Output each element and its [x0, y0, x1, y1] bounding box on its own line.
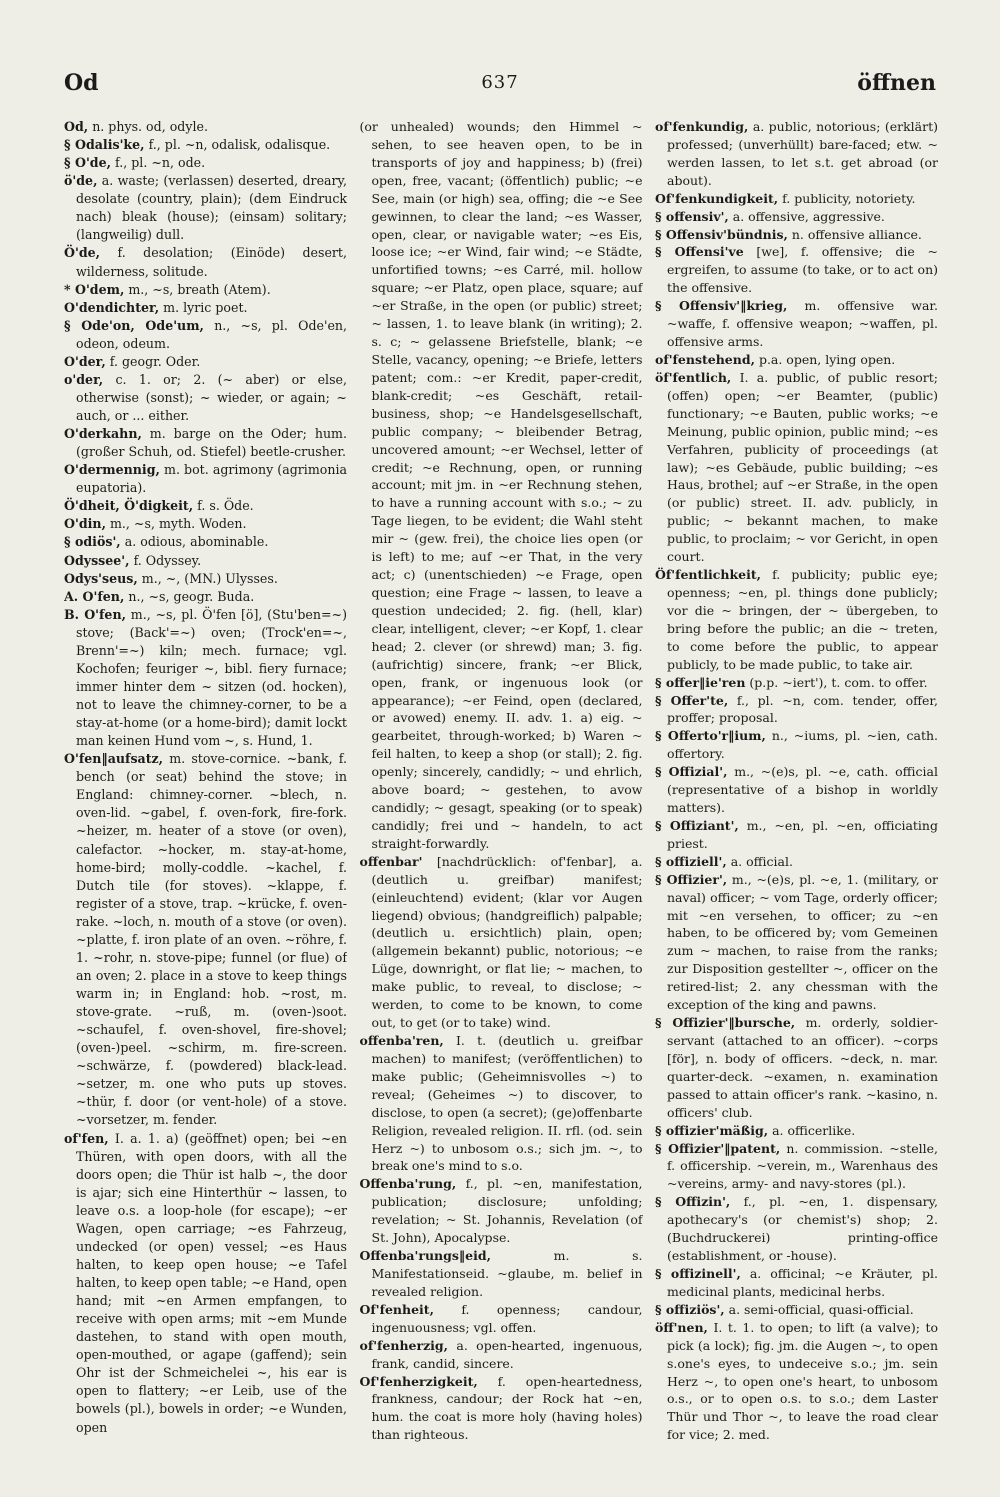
entry-definition: f. Odyssey.: [133, 552, 202, 568]
entry-headword: § offizier'mäßig,: [655, 1122, 769, 1138]
entry-headword: § Offensiv'‖krieg,: [655, 298, 788, 314]
entry-definition: f. desolation; (Einöde) desert, wilderness, solitude.: [76, 245, 347, 279]
dictionary-entry: [64, 588, 347, 606]
dictionary-entry: [655, 1265, 938, 1301]
entry-headword: Offenba'rung,: [359, 1176, 457, 1192]
entry-definition: c. 1. or; 2. (~ aber) or else, otherwise (sonst); ~ wieder, or again; ~ auch, or ... either.: [76, 371, 347, 423]
entry-definition: n., ~s, pl. Ode'en, odeon, odeum.: [76, 317, 347, 351]
dictionary-entry: [655, 118, 938, 190]
dictionary-entry: [655, 243, 938, 297]
column-1: [64, 118, 347, 1448]
entry-definition: m., ~s, myth. Woden.: [109, 516, 247, 532]
dictionary-entry: [655, 226, 938, 244]
dictionary-entry: [64, 353, 347, 371]
entry-definition: m. barge on the Oder; hum. (großer Schuh, od. Stiefel) beetle-crusher.: [76, 426, 347, 460]
entry-definition: a. waste; (verlassen) deserted, dreary, desolate (country, plain); (dem Eindruck nach) bleak (house); (einsam) solitary; (langweilig) dull.: [76, 173, 347, 243]
entry-headword: of'fenkundig,: [655, 119, 749, 134]
entry-definition: m. stove-cornice. ~bank, f. bench (or seat) behind the stove; in England: chimney-corner. ~blech, n. oven-lid. ~gabel, f. oven-fork, fire-fork. ~heizer, m. heater of a stove (or oven), calefactor. ~hocker, m. stay-at-home, home-bird; molly-coddle. ~kachel, f. Dutch tile (for stoves). ~klappe, f. register of a stove, trap. ~krücke, f. oven-rake. ~loch, n. mouth of a stove (or oven). ~platte, f. iron plate of an oven. ~röhre, f. 1. ~rohr, n. stove-pipe; funnel (or flue) of an oven; 2. place in a stove to keep things warm in; in England: hob. ~rost, m. stove-grate. ~ruß, m. (oven-)soot. ~schaufel, f. oven-shovel, fire-shovel; (oven-)peel. ~schirm, m. fire-screen. ~schwärze, f. (powdered) black-lead. ~setzer, m. one who puts up stoves. ~thür, f. door (or vent-hole) of a stove. ~vorsetzer, m. fender.: [76, 751, 347, 1128]
entry-headword: § Ode'on, Ode'um,: [64, 317, 204, 333]
entry-definition: m. offensive war. ~waffe, f. offensive weapon; ~waffen, pl. offensive arms.: [667, 298, 938, 350]
dictionary-entry: [655, 566, 938, 674]
entry-definition: a. odious, abominable.: [124, 534, 269, 550]
dictionary-entry: [655, 692, 938, 728]
entry-definition: m., ~, (MN.) Ulysses.: [141, 570, 278, 586]
dictionary-entry: [655, 351, 938, 369]
dictionary-entry: [655, 1014, 938, 1122]
entry-headword: § Offensi've: [655, 244, 744, 260]
column-2: [360, 118, 643, 1448]
dictionary-entry: [360, 853, 643, 1032]
dictionary-entry: [64, 299, 347, 317]
entry-definition: f., pl. ~n, ode.: [115, 155, 206, 171]
dictionary-entry: [655, 1301, 938, 1319]
entry-definition: m. bot. agrimony (agrimonia eupatoria).: [76, 462, 347, 496]
entry-headword: § offiziell',: [655, 853, 727, 869]
entry-definition: f. open-heartedness, frankness, candour; der Rock hat ~en, hum. the coat is more holy (having holes) than righteous.: [371, 1373, 643, 1443]
entry-definition: m. s. Manifestationseid. ~glaube, m. belief in revealed religion.: [371, 1248, 643, 1299]
dictionary-entry: [64, 750, 347, 1129]
dictionary-entry: [64, 172, 347, 244]
entry-definition: I. a. 1. a) (geöffnet) open; bei ~en Thüren, with open doors, with all the doors open; die Thür ist halb ~, the door is ajar; sich eine Hinterthür ~ lassen, to leave o.s. a loop-hole (for escape); ~er Wagen, open carriage; ~es Fahrzeug, undecked (or open) vessel; ~es Haus halten, to keep open house; ~e Tafel halten, to keep open table; ~e Hand, open hand; mit ~en Armen empfangen, to receive with open arms; mit ~em Munde dastehen, to stand with open mouth, open-mouthed, or agape (gaffend); sein Ohr ist der Schmeichelei ~, his ear is open to flattery; ~er Leib, use of the bowels (pl.), bowels in order; ~e Wunden, open: [76, 1130, 347, 1435]
entry-headword: of'fen,: [64, 1130, 109, 1146]
entry-headword: Ö'de,: [64, 245, 101, 261]
entry-definition: a. open-hearted, ingenuous, frank, candid, sincere.: [371, 1337, 643, 1371]
dictionary-entry: [64, 317, 347, 353]
entry-definition: m., ~s, breath (Atem).: [128, 281, 271, 297]
entry-definition: a. public, notorious; (erklärt) professed; (unverhüllt) bare-faced; etw. ~ werden lassen, to let s.t. get abroad (or about).: [667, 119, 938, 188]
dictionary-entry: [655, 369, 938, 566]
dictionary-entry: [655, 1319, 938, 1444]
dictionary-entry: [64, 118, 347, 136]
entry-headword: Ö'dheit, Ö'digkeit,: [64, 498, 194, 514]
dictionary-entry: [360, 1247, 643, 1301]
entry-definition: n., ~iums, pl. ~ien, cath. offertory.: [667, 728, 938, 762]
entry-headword: § Offizier'‖bursche,: [655, 1015, 796, 1031]
entry-headword: of'fenherzig,: [359, 1337, 449, 1353]
entry-headword: offenba'ren,: [359, 1033, 444, 1049]
entry-definition: [nachdrücklich: of'fenbar], a. (deutlich u. greifbar) manifest; (einleuchtend) evident; (klar vor Augen liegend) obvious; (handgreiflich) palpable; (deutlich u. ersichtlich) plain, open; (allgemein bekannt) public, notorious; ~e Lüge, downright, or flat lie; ~ machen, to make public, to reveal, to disclose; ~ werden, to come to be known, to come out, to get (or to take) wind.: [371, 853, 643, 1031]
dictionary-entry: [64, 497, 347, 515]
entry-definition: f. publicity; public eye; openness; ~en, pl. things done publicly; vor die ~ bringen, der ~ übergeben, to bring before the public; an die ~ treten, to come before the public, to appear publicly, to be made public, to take air.: [667, 567, 938, 672]
entry-headword: § odiös',: [64, 534, 121, 550]
entry-definition: n. commission. ~stelle, f. officership. ~verein, m., Warenhaus des ~vereins, army- and navy-stores (pl.).: [667, 1140, 938, 1192]
dictionary-entry: [655, 817, 938, 853]
dictionary-entry: [360, 1032, 643, 1175]
dictionary-entry: [64, 570, 347, 588]
entry-definition: a. officerlike.: [772, 1122, 856, 1138]
page-number: 637: [481, 72, 519, 93]
entry-definition: m., ~s, pl. Ö'fen [ö], (Stu'ben=~) stove; (Back'=~) oven; (Trock'en=~, Brenn'=~) kiln; mech. furnace; vgl. Kochofen; feuriger ~, bibl. fiery furnace; immer hinter dem ~ sitzen (od. hocken), not to leave the chimney-corner, to be a stay-at-home (or a home-bird); damit lockt man keinen Hund vom ~, s. Hund, 1.: [76, 606, 347, 749]
entry-definition: a. semi-official, quasi-official.: [728, 1301, 914, 1317]
entry-definition: m. orderly, soldier-servant (attached to an officer). ~corps [för], n. body of officers. ~deck, n. mar. quarter-deck. ~examen, n. examination passed to attain officer's rank. ~kasino, n. officers' club.: [667, 1015, 938, 1120]
dictionary-entry: [64, 1130, 347, 1437]
dictionary-entry: [360, 1373, 643, 1445]
entry-headword: * O'dem,: [64, 281, 125, 297]
entry-headword: Od,: [64, 119, 89, 134]
text-columns: [64, 118, 938, 1448]
entry-headword: § Offizial',: [655, 764, 728, 780]
entry-headword: o'der,: [64, 371, 104, 387]
entry-headword: offenbar': [359, 853, 423, 869]
entry-headword: O'fen‖aufsatz,: [64, 751, 164, 767]
entry-headword: § offer‖ie'ren: [655, 674, 746, 690]
dictionary-entry: [64, 136, 347, 154]
dictionary-entry: [655, 674, 938, 692]
entry-headword: § Offerto'r‖ium,: [655, 728, 766, 744]
entry-definition: p.a. open, lying open.: [758, 351, 896, 367]
entry-headword: § Offizier',: [655, 871, 728, 887]
entry-headword: öf'fentlich,: [655, 369, 732, 385]
entry-headword: Offenba'rungs‖eid,: [359, 1248, 491, 1264]
dictionary-entry: [360, 118, 643, 853]
page-header: [64, 66, 936, 106]
entry-headword: Of'fenheit,: [359, 1301, 434, 1317]
entry-headword: § Offizier'‖patent,: [655, 1140, 781, 1156]
dictionary-entry: [655, 297, 938, 351]
dictionary-entry: [655, 1193, 938, 1265]
entry-headword: Odys'seus,: [64, 570, 138, 586]
entry-definition: (or unhealed) wounds; den Himmel ~ sehen, to see heaven open, to be in transports of joy and happiness; b) (frei) open, free, vacant; (öffentlich) public; ~e See, main (or high) sea, offing; die ~e See gewinnen, to clear the land; ~es Wasser, open, clear, or navigable water; ~es Eis, loose ice; ~er Wind, fair wind; ~e Städte, unfortified towns; ~es Carré, mil. hollow square; ~er Platz, open place, square; auf ~er Straße, in the open (or public) street; ~ lassen, 1. to leave blank (in writing); 2. s. c; ~ gelassene Briefstelle, blank; ~e Stelle, vacancy, opening; ~e Briefe, letters patent; com.: ~er Kredit, paper-credit, blank-credit; ~es Geschäft, retail-business, shop; ~e Handelsgesellschaft, public company; ~ bleibender Betrag, uncovered amount; ~er Wechsel, letter of credit; ~e Rechnung, open, or running account; mit jm. in ~er Rechnung stehen, to have a running account with s.o.; ~ zu Tage liegen, to be evident; die Wahl steht mir ~ (gew. frei), the choice lies open (or is left) to me; auf ~er That, in the very act; c) (unentschieden) ~e Frage, open question; eine Frage ~ lassen, to leave a question undecided; 2. fig. (hell, klar) clear, intelligent, clever; ~er Kopf, 1. clear head; 2. clever (or shrewd) man; 3. fig. (aufrichtig) sincere, frank; ~er Blick, open, frank, or ingenuous look (or appearance); ~er Feind, open (declared, or avowed) enemy. II. adv. 1. a) eig. ~ gearbeitet, through-worked; b) Waren ~ feil halten, to keep a shop (or stall); 2. fig. openly; sincerely, candidly; ~ und ehrlich, above board; ~ gestehen, to avow candidly; ~ gesagt, speaking (or to speak) candidly; frei und ~ handeln, to act straight-forwardly.: [359, 119, 643, 851]
dictionary-entry: [360, 1301, 643, 1337]
entry-headword: Of'fenkundigkeit,: [655, 190, 779, 206]
dictionary-entry: [64, 533, 347, 551]
entry-headword: O'din,: [64, 516, 106, 532]
entry-headword: § offizinell',: [655, 1266, 741, 1281]
entry-definition: I. t. (deutlich u. greifbar machen) to manifest; (veröffentlichen) to make public; (Geheimnisvolles ~) to reveal; (Geheimes ~) to discover, to disclose, to open (a secret); (ge)offenbarte Religion, revealed religion. II. rfl. (od. sein Herz ~) to unbosom o.s.; sich jm. ~, to break one's mind to s.o.: [371, 1033, 643, 1174]
entry-headword: ö'de,: [64, 173, 98, 189]
entry-headword: A. O'fen,: [64, 588, 125, 604]
entry-definition: m. lyric poet.: [163, 299, 248, 315]
dictionary-entry: [64, 371, 347, 425]
entry-headword: O'dendichter,: [64, 299, 160, 315]
dictionary-entry: [64, 281, 347, 299]
entry-headword: Odyssee',: [64, 552, 130, 568]
header-left-catchword: Od: [64, 70, 99, 96]
dictionary-entry: [360, 1337, 643, 1373]
entry-headword: öff'nen,: [655, 1319, 708, 1335]
entry-headword: O'derkahn,: [64, 426, 142, 442]
dictionary-entry: [655, 1122, 938, 1140]
entry-definition: f., pl. ~en, manifestation, publication; disclosure; unfolding; revelation; ~ St. Johannis, Revelation (of St. John), Apocalypse.: [371, 1176, 643, 1246]
entry-definition: I. t. 1. to open; to lift (a valve); to pick (a lock); fig. jm. die Augen ~, to open s.one's eyes, to undeceive s.o.; jm. sein Herz ~, to open one's heart, to unbosom o.s., or to open o.s. to s.o.; dem Laster Thür und Thor ~, to leave the road clear for vice; 2. med.: [667, 1319, 938, 1443]
entry-headword: § offiziös',: [655, 1301, 725, 1317]
entry-definition: f., pl. ~n, com. tender, offer, proffer; proposal.: [667, 692, 938, 726]
dictionary-entry: [655, 190, 938, 208]
entry-definition: n. offensive alliance.: [791, 226, 922, 242]
dictionary-entry: [655, 763, 938, 817]
entry-headword: § offensiv',: [655, 208, 729, 224]
entry-definition: f., pl. ~n, odalisk, odalisque.: [148, 137, 331, 153]
entry-definition: a. official.: [730, 853, 793, 869]
entry-headword: O'dermennig,: [64, 462, 160, 478]
entry-headword: of'fenstehend,: [655, 351, 755, 367]
dictionary-entry: [64, 461, 347, 497]
entry-headword: B. O'fen,: [64, 606, 126, 622]
entry-headword: § Offiziant',: [655, 817, 739, 833]
entry-headword: § O'de,: [64, 155, 111, 171]
dictionary-entry: [64, 552, 347, 570]
entry-definition: n. phys. od, odyle.: [92, 119, 208, 134]
entry-definition: a. offensive, aggressive.: [732, 208, 885, 224]
entry-headword: Of'fenherzigkeit,: [359, 1373, 478, 1389]
header-right-catchword: öffnen: [857, 70, 936, 96]
entry-headword: Öf'fentlichkeit,: [655, 567, 761, 583]
dictionary-entry: [64, 154, 347, 172]
dictionary-entry: [64, 606, 347, 751]
dictionary-entry: [64, 244, 347, 280]
entry-definition: I. a. public, of public resort; (offen) open; ~er Beamter, (public) functionary; ~e Bauten, public works; ~e Meinung, public opinion, public mind; ~es Verfahren, publicity of proceedings (at law); ~es Gebäude, public building; ~es Haus, brothel; auf ~er Straße, in the open (or public) street. II. adv. publicly, in public; ~ bekannt machen, to make public, to proclaim; ~ vor Gericht, in open court.: [667, 369, 938, 565]
entry-definition: f. s. Öde.: [197, 498, 254, 514]
dictionary-entry: [655, 853, 938, 871]
entry-definition: (p.p. ~iert'), t. com. to offer.: [749, 674, 928, 690]
entry-definition: f. geogr. Oder.: [109, 353, 201, 369]
entry-headword: § Offizin',: [655, 1194, 731, 1210]
entry-headword: § Offer'te,: [655, 692, 729, 708]
entry-definition: f., pl. ~en, 1. dispensary, apothecary's (or chemist's) shop; 2. (Buchdruckerei) printing-office (establishment, or -house).: [667, 1194, 938, 1264]
entry-headword: O'der,: [64, 353, 106, 369]
dictionary-entry: [655, 1140, 938, 1194]
entry-definition: m., ~(e)s, pl. ~e, cath. official (representative of a bishop in worldly matters).: [667, 764, 938, 816]
dictionary-entry: [64, 515, 347, 533]
entry-definition: f. openness; candour, ingenuousness; vgl. offen.: [371, 1301, 643, 1335]
entry-definition: f. publicity, notoriety.: [782, 190, 916, 206]
entry-definition: a. officinal; ~e Kräuter, pl. medicinal plants, medicinal herbs.: [667, 1266, 938, 1299]
entry-headword: § Odalis'ke,: [64, 137, 145, 153]
entry-definition: [we], f. offensive; die ~ ergreifen, to assume (to take, or to act on) the offensive.: [667, 244, 938, 296]
entry-headword: § Offensiv'bündnis,: [655, 226, 788, 242]
dictionary-entry: [655, 208, 938, 226]
entry-definition: n., ~s, geogr. Buda.: [128, 588, 255, 604]
dictionary-entry: [64, 425, 347, 461]
entry-definition: m., ~en, pl. ~en, officiating priest.: [667, 817, 938, 851]
entry-definition: m., ~(e)s, pl. ~e, 1. (military, or naval) officer; ~ vom Tage, orderly officer; mit ~en versehen, to officer; zu ~en haben, to be officered by; vom Gemeinen zum ~ machen, to raise from the ranks; zur Disposition gestellter ~, officer on the retired-list; 2. any chessman with the exception of the king and pawns.: [667, 871, 938, 1013]
dictionary-entry: [360, 1175, 643, 1247]
dictionary-entry: [655, 871, 938, 1014]
column-3: [655, 118, 938, 1448]
dictionary-entry: [655, 727, 938, 763]
